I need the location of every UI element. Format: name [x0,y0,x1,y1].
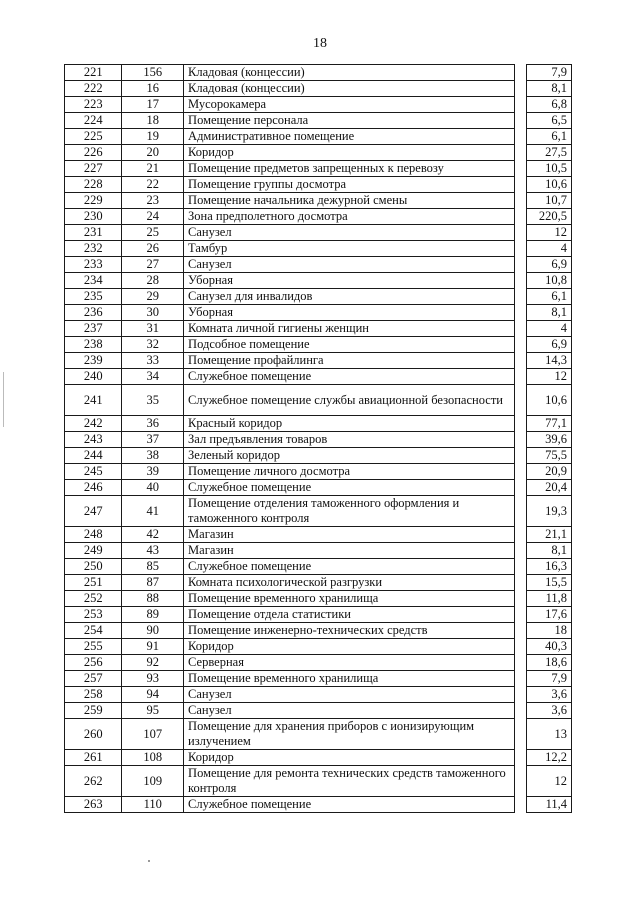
table-row [65,241,572,257]
table-row [65,193,572,209]
room-name-cell: Коридор [184,639,514,655]
table-row [65,273,572,289]
row-number-cell: 245 [65,464,122,480]
room-id-cell: 36 [122,416,184,432]
room-name-cell: Помещение предметов запрещенных к перевозу [184,161,514,177]
row-number-cell: 226 [65,145,122,161]
room-id-cell: 26 [122,241,184,257]
table-row [65,703,572,719]
spacer-cell [514,416,526,432]
room-name-cell: Санузел [184,257,514,273]
spacer-cell [514,289,526,305]
row-number-cell: 229 [65,193,122,209]
room-name-cell: Кладовая (концессии) [184,81,514,97]
spacer-cell [514,145,526,161]
room-name-cell: Зал предъявления товаров [184,432,514,448]
area-cell: 39,6 [526,432,571,448]
table-row [65,655,572,671]
spacer-cell [514,719,526,750]
room-name-cell: Кладовая (концессии) [184,65,514,81]
table-row [65,623,572,639]
room-name-cell: Комната психологической разгрузки [184,575,514,591]
area-cell: 12 [526,766,571,797]
room-id-cell: 39 [122,464,184,480]
row-number-cell: 222 [65,81,122,97]
row-number-cell: 241 [65,385,122,416]
room-id-cell: 29 [122,289,184,305]
row-number-cell: 258 [65,687,122,703]
spacer-cell [514,607,526,623]
table-row [65,750,572,766]
spacer-cell [514,161,526,177]
area-cell: 77,1 [526,416,571,432]
area-cell: 17,6 [526,607,571,623]
room-name-cell: Серверная [184,655,514,671]
row-number-cell: 251 [65,575,122,591]
area-cell: 6,9 [526,337,571,353]
table-row [65,432,572,448]
area-cell: 40,3 [526,639,571,655]
area-cell: 21,1 [526,527,571,543]
room-id-cell: 27 [122,257,184,273]
room-id-cell: 35 [122,385,184,416]
spacer-cell [514,209,526,225]
area-cell: 11,4 [526,797,571,813]
row-number-cell: 259 [65,703,122,719]
row-number-cell: 252 [65,591,122,607]
spacer-cell [514,671,526,687]
spacer-cell [514,543,526,559]
table-row [65,687,572,703]
table-row [65,671,572,687]
row-number-cell: 261 [65,750,122,766]
row-number-cell: 239 [65,353,122,369]
area-cell: 7,9 [526,65,571,81]
row-number-cell: 240 [65,369,122,385]
row-number-cell: 221 [65,65,122,81]
row-number-cell: 230 [65,209,122,225]
room-name-cell: Магазин [184,527,514,543]
row-number-cell: 243 [65,432,122,448]
spacer-cell [514,273,526,289]
area-cell: 3,6 [526,703,571,719]
row-number-cell: 247 [65,496,122,527]
area-cell: 75,5 [526,448,571,464]
area-cell: 13 [526,719,571,750]
row-number-cell: 263 [65,797,122,813]
room-name-cell: Зеленый коридор [184,448,514,464]
scan-dot [148,860,150,862]
row-number-cell: 260 [65,719,122,750]
room-id-cell: 16 [122,81,184,97]
room-id-cell: 28 [122,273,184,289]
table-row [65,145,572,161]
table-row [65,797,572,813]
table-row [65,480,572,496]
table-row [65,575,572,591]
spacer-cell [514,257,526,273]
table-row [65,305,572,321]
scan-artifact [3,372,4,427]
room-id-cell: 20 [122,145,184,161]
room-name-cell: Административное помещение [184,129,514,145]
spacer-cell [514,480,526,496]
row-number-cell: 253 [65,607,122,623]
room-id-cell: 21 [122,161,184,177]
area-cell: 15,5 [526,575,571,591]
room-name-cell: Помещение профайлинга [184,353,514,369]
area-cell: 12,2 [526,750,571,766]
area-cell: 4 [526,241,571,257]
spacer-cell [514,623,526,639]
table-row [65,321,572,337]
room-id-cell: 37 [122,432,184,448]
room-id-cell: 156 [122,65,184,81]
room-id-cell: 40 [122,480,184,496]
row-number-cell: 225 [65,129,122,145]
table-row [65,416,572,432]
spacer-cell [514,591,526,607]
area-cell: 8,1 [526,81,571,97]
area-cell: 3,6 [526,687,571,703]
row-number-cell: 224 [65,113,122,129]
table-row [65,607,572,623]
room-id-cell: 110 [122,797,184,813]
room-id-cell: 30 [122,305,184,321]
spacer-cell [514,65,526,81]
area-cell: 14,3 [526,353,571,369]
area-cell: 27,5 [526,145,571,161]
room-name-cell: Помещение отдела статистики [184,607,514,623]
table-row [65,496,572,527]
row-number-cell: 255 [65,639,122,655]
table-row [65,97,572,113]
room-id-cell: 38 [122,448,184,464]
room-name-cell: Мусорокамера [184,97,514,113]
room-name-cell: Санузел [184,687,514,703]
row-number-cell: 256 [65,655,122,671]
room-name-cell: Коридор [184,750,514,766]
area-cell: 10,8 [526,273,571,289]
area-cell: 16,3 [526,559,571,575]
row-number-cell: 246 [65,480,122,496]
room-id-cell: 108 [122,750,184,766]
room-id-cell: 24 [122,209,184,225]
room-name-cell: Служебное помещение [184,559,514,575]
room-id-cell: 91 [122,639,184,655]
table-row [65,719,572,750]
room-id-cell: 42 [122,527,184,543]
room-id-cell: 43 [122,543,184,559]
table-row [65,448,572,464]
area-cell: 220,5 [526,209,571,225]
room-id-cell: 41 [122,496,184,527]
room-name-cell: Помещение для ремонта технических средств таможенного контроля [184,766,514,797]
spacer-cell [514,687,526,703]
room-name-cell: Помещение временного хранилища [184,591,514,607]
table-row [65,385,572,416]
room-name-cell: Служебное помещение службы авиационной безопасности [184,385,514,416]
room-name-cell: Подсобное помещение [184,337,514,353]
page-number: 18 [313,36,327,51]
area-cell: 6,8 [526,97,571,113]
row-number-cell: 231 [65,225,122,241]
spacer-cell [514,97,526,113]
spacer-cell [514,337,526,353]
area-cell: 10,6 [526,177,571,193]
spacer-cell [514,129,526,145]
room-id-cell: 85 [122,559,184,575]
room-id-cell: 94 [122,687,184,703]
room-name-cell: Помещение начальника дежурной смены [184,193,514,209]
room-name-cell: Служебное помещение [184,797,514,813]
area-cell: 6,5 [526,113,571,129]
area-cell: 6,9 [526,257,571,273]
room-id-cell: 32 [122,337,184,353]
spacer-cell [514,369,526,385]
row-number-cell: 262 [65,766,122,797]
room-id-cell: 109 [122,766,184,797]
room-id-cell: 89 [122,607,184,623]
area-cell: 4 [526,321,571,337]
row-number-cell: 227 [65,161,122,177]
spacer-cell [514,177,526,193]
area-cell: 20,4 [526,480,571,496]
area-cell: 10,7 [526,193,571,209]
spacer-cell [514,432,526,448]
table-row [65,527,572,543]
spacer-cell [514,750,526,766]
row-number-cell: 244 [65,448,122,464]
table-row [65,225,572,241]
table-row [65,81,572,97]
room-name-cell: Тамбур [184,241,514,257]
row-number-cell: 228 [65,177,122,193]
room-id-cell: 90 [122,623,184,639]
room-name-cell: Помещение для хранения приборов с ионизирующим излучением [184,719,514,750]
spacer-cell [514,639,526,655]
room-id-cell: 17 [122,97,184,113]
area-cell: 18,6 [526,655,571,671]
table-row [65,766,572,797]
table-row [65,161,572,177]
spacer-cell [514,353,526,369]
table-row [65,559,572,575]
room-id-cell: 92 [122,655,184,671]
table-row [65,209,572,225]
table-row [65,369,572,385]
row-number-cell: 233 [65,257,122,273]
area-cell: 12 [526,369,571,385]
room-name-cell: Помещение отделения таможенного оформления и таможенного контроля [184,496,514,527]
room-name-cell: Санузел [184,225,514,241]
table-row [65,353,572,369]
spacer-cell [514,113,526,129]
table-row [65,591,572,607]
table-row [65,289,572,305]
table-row [65,639,572,655]
room-name-cell: Зона предполетного досмотра [184,209,514,225]
area-cell: 11,8 [526,591,571,607]
area-cell: 6,1 [526,289,571,305]
spacer-cell [514,385,526,416]
row-number-cell: 248 [65,527,122,543]
area-cell: 10,5 [526,161,571,177]
room-id-cell: 93 [122,671,184,687]
room-name-cell: Служебное помещение [184,369,514,385]
table-row [65,129,572,145]
rooms-table [64,64,572,813]
row-number-cell: 235 [65,289,122,305]
row-number-cell: 232 [65,241,122,257]
spacer-cell [514,527,526,543]
row-number-cell: 237 [65,321,122,337]
room-id-cell: 107 [122,719,184,750]
area-cell: 8,1 [526,305,571,321]
row-number-cell: 238 [65,337,122,353]
spacer-cell [514,797,526,813]
room-name-cell: Помещение личного досмотра [184,464,514,480]
area-cell: 20,9 [526,464,571,480]
spacer-cell [514,703,526,719]
room-id-cell: 33 [122,353,184,369]
spacer-cell [514,321,526,337]
spacer-cell [514,241,526,257]
room-id-cell: 95 [122,703,184,719]
row-number-cell: 242 [65,416,122,432]
row-number-cell: 236 [65,305,122,321]
rooms-table-body [65,65,572,813]
area-cell: 7,9 [526,671,571,687]
row-number-cell: 223 [65,97,122,113]
table-row [65,543,572,559]
room-id-cell: 31 [122,321,184,337]
row-number-cell: 257 [65,671,122,687]
room-name-cell: Комната личной гигиены женщин [184,321,514,337]
spacer-cell [514,496,526,527]
room-id-cell: 34 [122,369,184,385]
room-name-cell: Санузел для инвалидов [184,289,514,305]
room-id-cell: 87 [122,575,184,591]
area-cell: 6,1 [526,129,571,145]
row-number-cell: 250 [65,559,122,575]
room-name-cell: Коридор [184,145,514,161]
room-name-cell: Помещение группы досмотра [184,177,514,193]
spacer-cell [514,575,526,591]
table-row [65,257,572,273]
spacer-cell [514,81,526,97]
room-id-cell: 19 [122,129,184,145]
row-number-cell: 249 [65,543,122,559]
room-name-cell: Уборная [184,305,514,321]
table-row [65,177,572,193]
spacer-cell [514,305,526,321]
spacer-cell [514,225,526,241]
area-cell: 10,6 [526,385,571,416]
room-name-cell: Помещение персонала [184,113,514,129]
table-row [65,464,572,480]
room-name-cell: Служебное помещение [184,480,514,496]
room-name-cell: Помещение инженерно-технических средств [184,623,514,639]
table-row [65,113,572,129]
row-number-cell: 254 [65,623,122,639]
room-name-cell: Уборная [184,273,514,289]
spacer-cell [514,448,526,464]
row-number-cell: 234 [65,273,122,289]
spacer-cell [514,655,526,671]
room-id-cell: 88 [122,591,184,607]
room-name-cell: Магазин [184,543,514,559]
spacer-cell [514,766,526,797]
spacer-cell [514,464,526,480]
room-name-cell: Красный коридор [184,416,514,432]
room-name-cell: Санузел [184,703,514,719]
area-cell: 8,1 [526,543,571,559]
room-id-cell: 25 [122,225,184,241]
spacer-cell [514,193,526,209]
area-cell: 12 [526,225,571,241]
area-cell: 18 [526,623,571,639]
room-id-cell: 18 [122,113,184,129]
table-row [65,337,572,353]
spacer-cell [514,559,526,575]
room-id-cell: 22 [122,177,184,193]
room-name-cell: Помещение временного хранилища [184,671,514,687]
table-row [65,65,572,81]
area-cell: 19,3 [526,496,571,527]
room-id-cell: 23 [122,193,184,209]
